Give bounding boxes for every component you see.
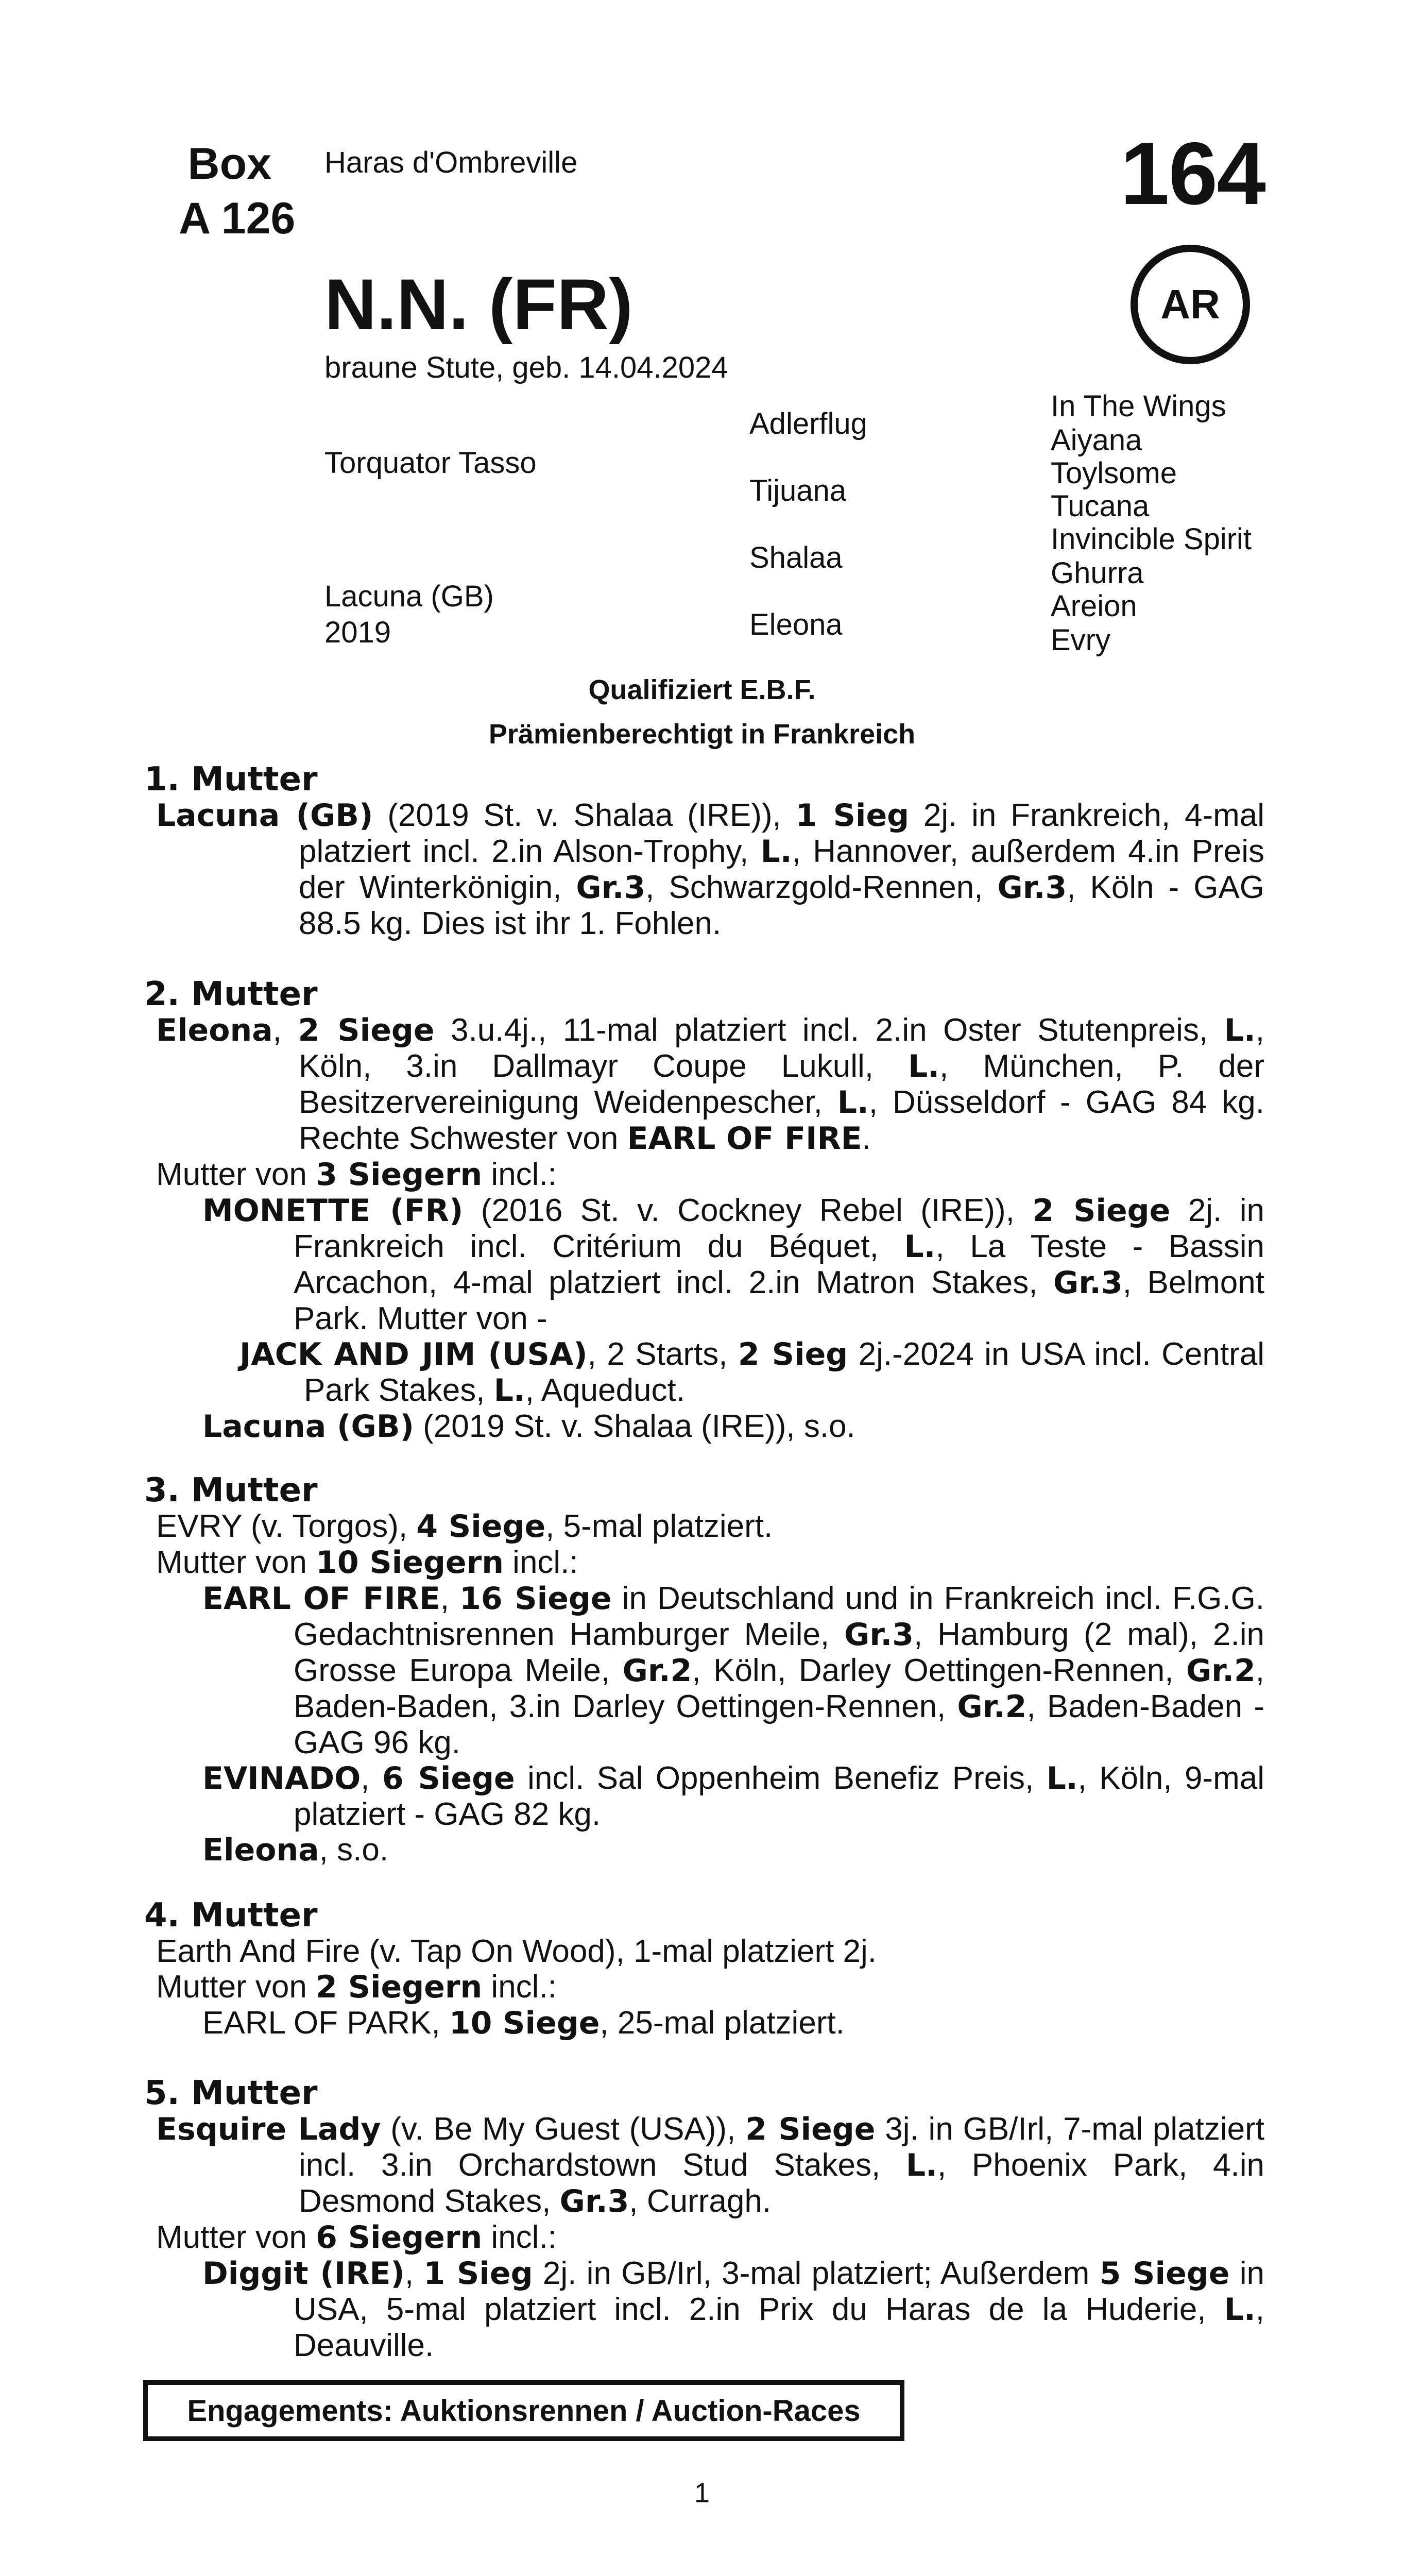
mother-of-line: Mutter von 2 Siegern incl.: [156,1969,557,2005]
section-2-mutter [144,976,1264,1445]
box-label: Box [187,139,271,189]
offspring-paragraph: EARL OF PARK, 10 Siege, 25-mal platziert. [202,2005,845,2041]
pedigree-gen3-item: In The Wings [1051,389,1226,423]
lot-number: 164 [1120,124,1265,223]
engagements-text: Engagements: Auktionsrennen / Auction-Races [187,2394,861,2428]
pedigree-gen2-item: Adlerflug [749,407,867,440]
engagements-box [143,2380,904,2441]
mother-of-line: Mutter von 10 Siegern incl.: [156,1545,578,1581]
ar-badge [1131,245,1250,364]
pedigree-gen3-item: Evry [1051,623,1110,657]
dam-paragraph: Lacuna (GB) (2019 St. v. Shalaa (IRE)), 1 Sieg 2j. in Frankreich, 4-mal platziert incl. 2.in Alson-Trophy, L., Hannover, außerdem 4.in Preis der Winterkönigin, Gr.3, Schwarzgold-Rennen, Gr.3, Köln - GAG 88.5 kg. Dies ist ihr 1. Fohlen. [156,798,1265,941]
offspring-paragraph: MONETTE (FR) (2016 St. v. Cockney Rebel (IRE)), 2 Siege 2j. in Frankreich incl. Critérium du Béquet, L., La Teste - Bassin Arcachon, 4-mal platziert incl. 2.in Matron Stakes, Gr.3, Belmont Park. Mutter von - [202,1193,1264,1336]
horse-description: braune Stute, geb. 14.04.2024 [324,351,728,384]
dam-paragraph: Eleona, 2 Siege 3.u.4j., 11-mal platziert incl. 2.in Oster Stutenpreis, L., Köln, 3.in Dallmayr Coupe Lukull, L., München, P. der Besitzervereinigung Weidenpescher, L., Düsseldorf - GAG 84 kg. Rechte Schwester von EARL OF FIRE. [156,1012,1264,1157]
pedigree-gen3-item: Invincible Spirit [1051,522,1252,556]
qualification-ebf: Qualifiziert E.B.F. [588,674,816,705]
qualification-france: Prämienberechtigt in Frankreich [488,719,916,750]
offspring-paragraph: EVINADO, 6 Siege incl. Sal Oppenheim Benefiz Preis, L., Köln, 9-mal platziert - GAG 82 kg. [202,1760,1264,1832]
pedigree-gen3-item: Toylsome [1051,456,1177,490]
pedigree-sire: Torquator Tasso [324,446,537,480]
box-number: A 126 [179,194,296,243]
breeder: Haras d'Ombreville [324,146,578,179]
pedigree-gen3-item: Ghurra [1051,556,1144,590]
offspring-paragraph: EARL OF FIRE, 16 Siege in Deutschland und in Frankreich incl. F.G.G. Gedachtnisrennen Hamburger Meile, Gr.3, Hamburg (2 mal), 2.in Grosse Europa Meile, Gr.2, Köln, Darley Oettingen-Rennen, Gr.2, Baden-Baden, 3.in Darley Oettingen-Rennen, Gr.2, Baden-Baden - GAG 96 kg. [202,1581,1265,1760]
grand-offspring-paragraph: JACK AND JIM (USA), 2 Starts, 2 Sieg 2j.-2024 in USA incl. Central Park Stakes, L., Aqueduct. [239,1336,1264,1409]
dam-line: Earth And Fire (v. Tap On Wood), 1-mal platziert 2j. [156,1934,877,1969]
section-4-mutter [144,1897,1264,2041]
mother-of-line: Mutter von 3 Siegern incl.: [156,1157,557,1193]
section-heading: 4. Mutter [144,1896,318,1935]
pedigree-gen3-item: Areion [1051,589,1137,623]
offspring-paragraph: Lacuna (GB) (2019 St. v. Shalaa (IRE)), s.o. [202,1409,855,1445]
section-heading: 5. Mutter [144,2074,318,2112]
page-number: 1 [694,2478,710,2509]
section-1-mutter [144,761,1264,941]
ar-badge-text: AR [1160,281,1220,327]
pedigree-dam-year: 2019 [324,616,391,649]
pedigree-dam: Lacuna (GB) [324,580,494,613]
pedigree-gen2-item: Shalaa [749,541,843,574]
section-heading: 3. Mutter [144,1471,318,1510]
pedigree-gen2-item: Tijuana [749,474,847,507]
section-heading: 2. Mutter [144,975,318,1013]
offspring-paragraph: Eleona, s.o. [202,1832,389,1868]
pedigree-gen3-item: Aiyana [1051,423,1142,457]
pedigree-gen2-item: Eleona [749,608,843,641]
horse-name: N.N. (FR) [324,264,633,345]
section-5-mutter [144,2075,1264,2363]
mother-of-line: Mutter von 6 Siegern incl.: [156,2219,557,2256]
pedigree-gen3-item: Tucana [1051,489,1150,523]
dam-line: EVRY (v. Torgos), 4 Siege, 5-mal platziert. [156,1509,773,1545]
section-heading: 1. Mutter [144,760,318,799]
section-3-mutter [144,1472,1264,1868]
offspring-paragraph: Diggit (IRE), 1 Sieg 2j. in GB/Irl, 3-mal platziert; Außerdem 5 Siege in USA, 5-mal platziert incl. 2.in Prix du Haras de la Huderie, L., Deauville. [202,2256,1264,2363]
dam-paragraph: Esquire Lady (v. Be My Guest (USA)), 2 Siege 3j. in GB/Irl, 7-mal platziert incl. 3.in Orchardstown Stud Stakes, L., Phoenix Park, 4.in Desmond Stakes, Gr.3, Curragh. [156,2111,1265,2219]
